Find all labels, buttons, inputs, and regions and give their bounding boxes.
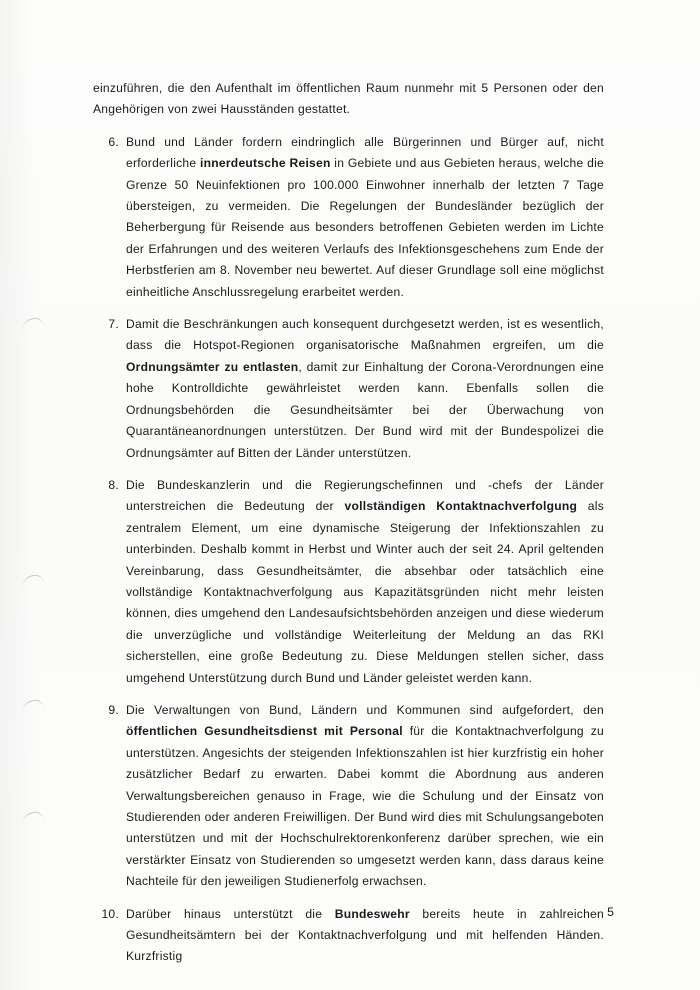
emphasis-text: Ordnungsämter zu entlasten	[126, 359, 299, 374]
list-item-text	[126, 907, 604, 964]
list-item-number: 9.	[108, 702, 119, 717]
list-item	[93, 475, 604, 689]
body-text: als zentralem Element, um eine dynamische Steigerung der Infektionszahlen zu unterbinden. Deshalb kommt in Herbst und Winter auch der seit 24. April geltenden Vereinbarung, dass Gesundheitsämter, die absehbar oder tatsächlich eine vollständige Kontaktnachverfolgung aus Kapazitätsgründen nicht mehr leisten können, dies umgehend den Landesaufsichtsbehörden anzeigen und diese wiederum die unverzügliche und vollständige Weiterleitung der Meldung an das RKI sicherstellen, eine große Bedeutung zu. Diese Meldungen stellen sicher, dass umgehend Unterstützung durch Bund und Länder geleistet werden kann.	[126, 499, 604, 685]
list-item-text	[126, 317, 604, 459]
continued-paragraph: einzuführen, die den Aufenthalt im öffentlichen Raum nunmehr mit 5 Personen oder den Angehörigen von zwei Hausständen gestattet.	[93, 81, 604, 117]
list-item	[93, 314, 604, 464]
page-number: 5	[607, 905, 614, 919]
list-item	[93, 700, 604, 893]
numbered-item-list	[93, 132, 604, 968]
list-item	[93, 132, 604, 303]
list-item-number: 6.	[108, 134, 119, 149]
list-item-number: 10.	[101, 906, 119, 921]
list-item	[93, 904, 604, 968]
scan-margin-mark	[21, 574, 44, 587]
body-text: in Gebiete und aus Gebieten heraus, welche die Grenze 50 Neuinfektionen pro 100.000 Einwohner innerhalb der letzten 7 Tage übersteigen, zu vermeiden. Die Regelungen der Bundesländer bezüglich der Beherbergung für Reisende aus besonders betroffenen Gebieten werden im Lichte der Erfahrungen und des weiteren Verlaufs des Infektionsgeschehens zum Ende der Herbstferien am 8. November neu bewertet. Auf dieser Grundlage soll eine möglichst einheitliche Anschlussregelung erarbeitet werden.	[126, 156, 604, 299]
scan-margin-mark	[21, 317, 44, 330]
list-item-text	[126, 478, 604, 685]
list-item-text	[126, 135, 604, 299]
body-text: Die Verwaltungen von Bund, Ländern und Kommunen sind aufgefordert, den	[126, 702, 604, 717]
emphasis-text: öffentlichen Gesundheitsdienst mit Personal	[126, 724, 403, 739]
body-text: Die Bundeskanzlerin und die Regierungschefinnen und -chefs der Länder unterstreichen die Bedeutung der	[126, 477, 604, 514]
list-item-number: 8.	[108, 477, 119, 492]
body-text: für die Kontaktnachverfolgung zu unterstützen. Angesichts der steigenden Infektionszahlen ist hier kurzfristig ein hoher zusätzlicher Bedarf zu erwarten. Dabei kommt die Abordnung aus anderen Verwaltungsbereichen genauso in Frage, wie die Schulung und der Einsatz von Studierenden oder anderen Freiwilligen. Der Bund wird dies mit Schulungsangeboten unterstützen und mit der Hochschulrektorenkonferenz darüber sprechen, wie ein verstärkter Einsatz von Studierenden so umgesetzt werden kann, dass daraus keine Nachteile für den jeweiligen Studienerfolg erwachsen.	[126, 724, 604, 889]
emphasis-text: innerdeutsche Reisen	[200, 156, 331, 171]
list-item-number: 7.	[108, 317, 119, 332]
body-text: bereits heute in zahlreichen Gesundheitsämtern bei der Kontaktnachverfolgung und mit helfenden Händen. Kurzfristig	[126, 906, 604, 964]
body-text: , damit zur Einhaltung der Corona-Verordnungen eine hohe Kontrolldichte gewährleistet werden kann. Ebenfalls sollen die Ordnungsbehörden die Gesundheitsämter bei der Überwachung von Quarantäneanordnungen unterstützen. Der Bund wird mit der Bundespolizei die Ordnungsämter auf Bitten der Länder unterstützen.	[126, 359, 604, 460]
scan-margin-mark	[21, 699, 44, 712]
list-item-text	[126, 703, 604, 888]
emphasis-text: vollständigen Kontaktnachverfolgung	[344, 499, 578, 514]
scan-margin-mark	[21, 811, 44, 824]
body-text: Damit die Beschränkungen auch konsequent durchgesetzt werden, ist es wesentlich, dass die Hotspot-Regionen organisatorische Maßnahmen ergreifen, um die	[126, 317, 604, 353]
body-text: Bund und Länder fordern eindringlich alle Bürgerinnen und Bürger auf, nicht erforderliche	[126, 134, 604, 171]
body-text: Darüber hinaus unterstützt die	[126, 906, 335, 921]
emphasis-text: Bundeswehr	[334, 906, 410, 921]
document-body	[93, 78, 604, 979]
